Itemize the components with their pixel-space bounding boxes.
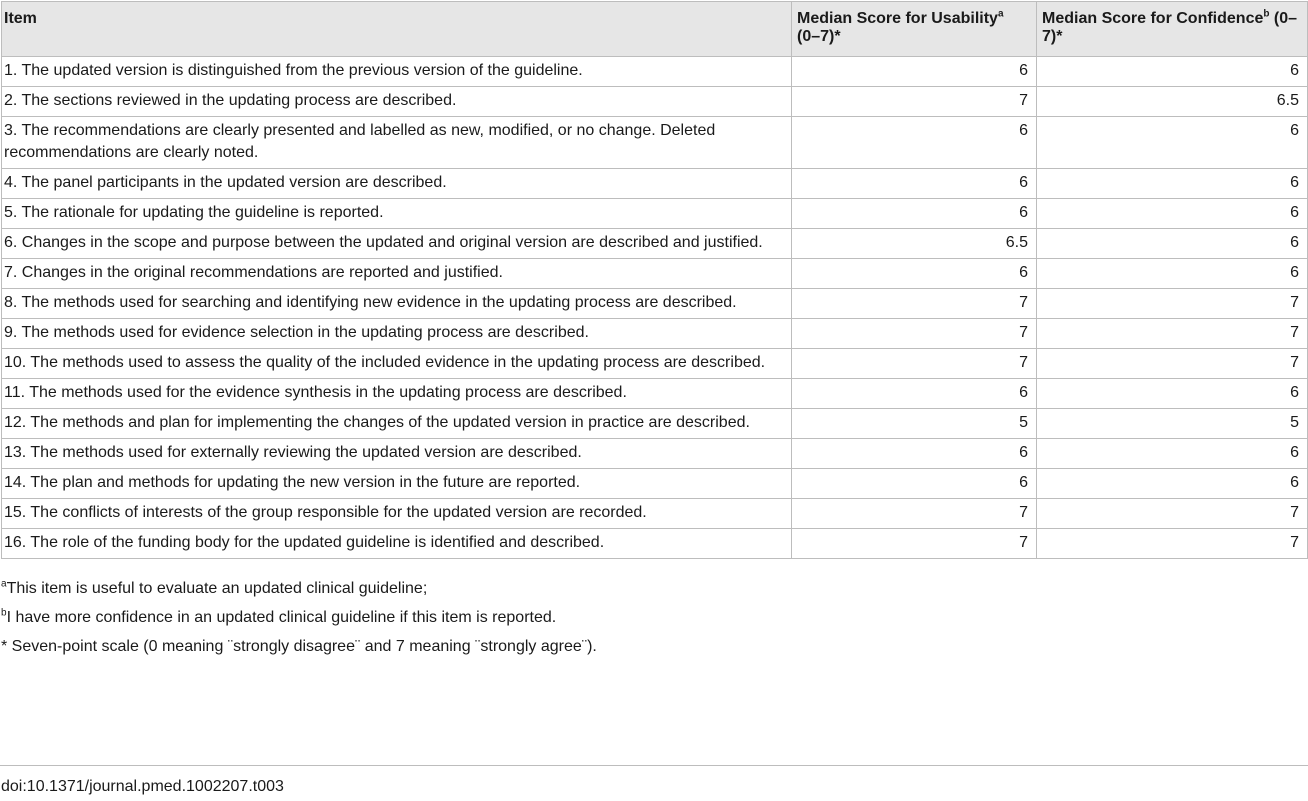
table-row <box>2 57 1308 87</box>
header-usability <box>792 2 1037 57</box>
cell-item: 1. The updated version is distinguished from the previous version of the guideline. <box>2 57 792 87</box>
table-row <box>2 319 1308 349</box>
cell-usability: 7 <box>792 289 1037 319</box>
cell-confidence: 6 <box>1037 117 1308 169</box>
cell-usability: 7 <box>792 319 1037 349</box>
header-confidence <box>1037 2 1308 57</box>
header-usability-suffix: (0–7)* <box>797 28 841 45</box>
cell-usability: 6 <box>792 439 1037 469</box>
header-confidence-label: Median Score for Confidence <box>1042 10 1264 27</box>
cell-confidence: 7 <box>1037 289 1308 319</box>
cell-usability: 6 <box>792 469 1037 499</box>
header-usability-sup: a <box>997 8 1004 20</box>
cell-confidence: 5 <box>1037 409 1308 439</box>
table-header-row <box>2 2 1308 57</box>
cell-confidence: 7 <box>1037 499 1308 529</box>
cell-confidence: 6 <box>1037 379 1308 409</box>
table-row <box>2 199 1308 229</box>
cell-item: 9. The methods used for evidence selection in the updating process are described. <box>2 319 792 349</box>
cell-item: 7. Changes in the original recommendations are reported and justified. <box>2 259 792 289</box>
footnote-b <box>1 607 1308 636</box>
table-row <box>2 529 1308 559</box>
cell-confidence: 6 <box>1037 469 1308 499</box>
cell-confidence: 6 <box>1037 57 1308 87</box>
cell-confidence: 7 <box>1037 529 1308 559</box>
cell-item: 10. The methods used to assess the quality of the included evidence in the updating process are described. <box>2 349 792 379</box>
cell-confidence: 7 <box>1037 319 1308 349</box>
header-confidence-sup: b <box>1263 8 1270 20</box>
cell-item: 3. The recommendations are clearly presented and labelled as new, modified, or no change. Deleted recommendations are clearly noted. <box>2 117 792 169</box>
cell-confidence: 6 <box>1037 169 1308 199</box>
footnote-a <box>1 578 1308 607</box>
table-row <box>2 349 1308 379</box>
cell-usability: 6 <box>792 199 1037 229</box>
table-row <box>2 379 1308 409</box>
cell-usability: 6.5 <box>792 229 1037 259</box>
cell-confidence: 6 <box>1037 259 1308 289</box>
cell-usability: 7 <box>792 87 1037 117</box>
header-item-label: Item <box>4 10 37 27</box>
doi-link[interactable]: doi:10.1371/journal.pmed.1002207.t003 <box>1 778 284 795</box>
cell-confidence: 6.5 <box>1037 87 1308 117</box>
cell-usability: 6 <box>792 169 1037 199</box>
cell-item: 13. The methods used for externally reviewing the updated version are described. <box>2 439 792 469</box>
table-row <box>2 289 1308 319</box>
cell-item: 11. The methods used for the evidence synthesis in the updating process are described. <box>2 379 792 409</box>
footnote-b-marker: b <box>1 607 7 619</box>
table-row <box>2 229 1308 259</box>
footnotes <box>1 578 1308 665</box>
cell-usability: 6 <box>792 117 1037 169</box>
cell-usability: 7 <box>792 529 1037 559</box>
table-row <box>2 469 1308 499</box>
cell-item: 5. The rationale for updating the guideline is reported. <box>2 199 792 229</box>
cell-usability: 7 <box>792 349 1037 379</box>
cell-item: 6. Changes in the scope and purpose between the updated and original version are described and justified. <box>2 229 792 259</box>
divider <box>0 765 1308 766</box>
footnote-star-text: * Seven-point scale (0 meaning ¨strongly disagree¨ and 7 meaning ¨strongly agree¨). <box>1 638 597 655</box>
cell-usability: 6 <box>792 259 1037 289</box>
cell-confidence: 6 <box>1037 439 1308 469</box>
table-row <box>2 259 1308 289</box>
cell-item: 2. The sections reviewed in the updating process are described. <box>2 87 792 117</box>
footnote-a-text: This item is useful to evaluate an updated clinical guideline; <box>6 580 428 597</box>
cell-confidence: 7 <box>1037 349 1308 379</box>
cell-confidence: 6 <box>1037 229 1308 259</box>
cell-usability: 6 <box>792 379 1037 409</box>
footnote-star <box>1 636 1308 665</box>
header-usability-label: Median Score for Usability <box>797 10 998 27</box>
cell-item: 8. The methods used for searching and identifying new evidence in the updating process are described. <box>2 289 792 319</box>
cell-item: 4. The panel participants in the updated version are described. <box>2 169 792 199</box>
cell-usability: 7 <box>792 499 1037 529</box>
cell-usability: 6 <box>792 57 1037 87</box>
table-row <box>2 409 1308 439</box>
table-row <box>2 439 1308 469</box>
table-row <box>2 499 1308 529</box>
header-confidence-suffix: (0–7)* <box>1042 10 1298 45</box>
cell-item: 12. The methods and plan for implementing the changes of the updated version in practice are described. <box>2 409 792 439</box>
footnote-b-text: I have more confidence in an updated clinical guideline if this item is reported. <box>6 609 557 626</box>
table-row <box>2 169 1308 199</box>
scores-table <box>1 1 1308 559</box>
cell-item: 15. The conflicts of interests of the group responsible for the updated version are recorded. <box>2 499 792 529</box>
cell-item: 14. The plan and methods for updating the new version in the future are reported. <box>2 469 792 499</box>
table-row <box>2 117 1308 169</box>
header-item <box>2 2 792 57</box>
table-figure <box>0 1 1308 665</box>
cell-confidence: 6 <box>1037 199 1308 229</box>
cell-item: 16. The role of the funding body for the updated guideline is identified and described. <box>2 529 792 559</box>
footnote-a-marker: a <box>1 578 7 590</box>
cell-usability: 5 <box>792 409 1037 439</box>
table-row <box>2 87 1308 117</box>
